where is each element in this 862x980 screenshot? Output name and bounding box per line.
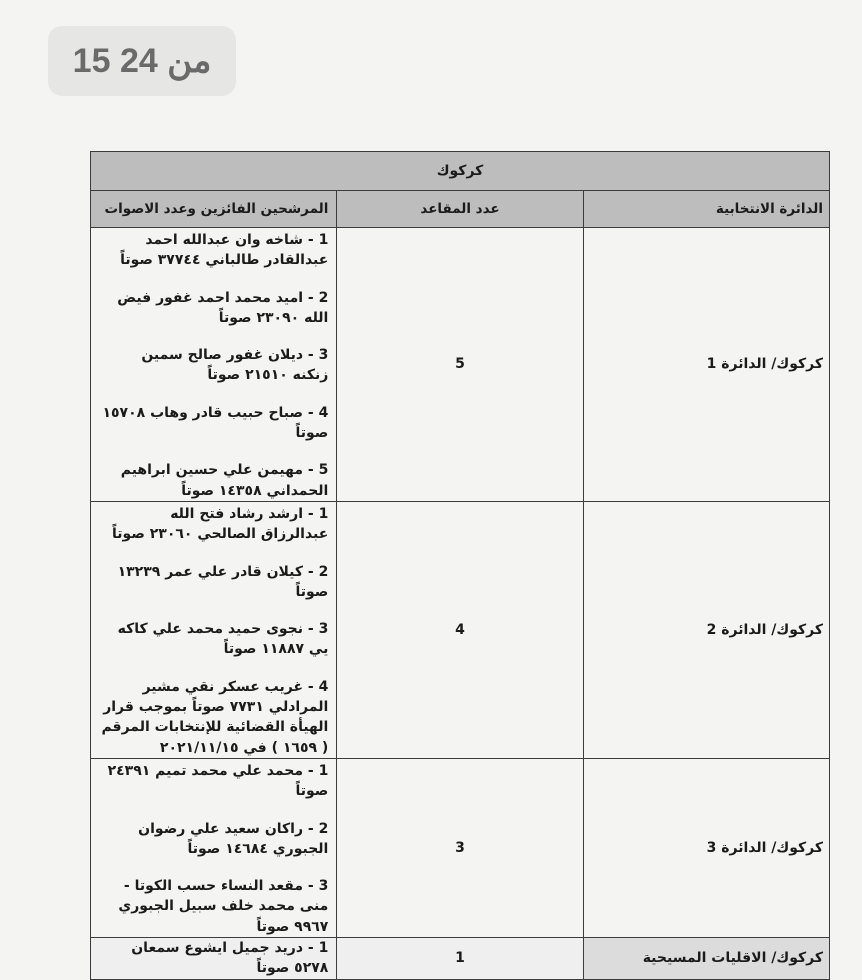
district-cell: كركوك/ الاقليات المسيحية: [583, 938, 829, 980]
winners-cell: [91, 228, 337, 502]
page-counter-badge: 15 من 24: [48, 26, 236, 96]
winners-cell: [91, 758, 337, 937]
district-cell: كركوك/ الدائرة 2: [583, 501, 829, 758]
seats-cell: 4: [337, 501, 583, 758]
seats-cell: 3: [337, 758, 583, 937]
seats-cell: 1: [337, 938, 583, 980]
header-winners: المرشحين الفائزين وعدد الاصوات: [91, 191, 337, 228]
winner-entry: 4 - غريب عسكر نقي مشير المرادلي ٧٧٣١ صوتاً بموجب قرار الهيأة القضائية للإنتخابات المرقم ( ١٦٥٩ ) في ٢٠٢١/١١/١٥: [101, 678, 329, 756]
table-row: [91, 758, 830, 937]
table-row: [91, 501, 830, 758]
winner-entry: 3 - ديلان غفور صالح سمين زنكنه ٢١٥١٠ صوتاً: [141, 347, 329, 384]
seats-cell: 5: [337, 228, 583, 502]
winner-entry: 2 - راكان سعيد علي رضوان الجبوري ١٤٦٨٤ صوتاً: [138, 820, 329, 857]
winner-entry: 3 - نجوى حميد محمد علي كاكه يي ١١٨٨٧ صوتاً: [117, 621, 329, 658]
winner-entry: 1 - محمد علي محمد تميم ٢٤٣٩١ صوتاً: [107, 762, 329, 800]
winner-entry: 4 - صباح حبيب قادر وهاب ١٥٧٠٨ صوتاً: [102, 404, 329, 442]
winner-entry: 2 - اميد محمد احمد غفور فيض الله ٢٣٠٩٠ صوتاً: [117, 289, 329, 326]
winner-entry: 2 - كيلان قادر علي عمر ١٣٢٣٩ صوتاً: [117, 563, 329, 600]
winner-entry: 1 - ارشد رشاد فتح الله عبدالرزاق الصالحي ٢٣٠٦٠ صوتاً: [112, 505, 329, 543]
winner-entry: 1 - شاخه وان عبدالله احمد عبدالقادر طالباني ٣٧٧٤٤ صوتاً: [120, 232, 329, 269]
header-seats: عدد المقاعد: [337, 191, 583, 228]
district-cell: كركوك/ الدائرة 3: [583, 758, 829, 937]
table-row: [91, 228, 830, 502]
winner-entry: 3 - مقعد النساء حسب الكوتا - منى محمد خلف سبيل الجبوري ٩٩٦٧ صوتاً: [118, 878, 329, 935]
table-row: [91, 938, 830, 980]
winners-cell: [91, 501, 337, 758]
table-title: كركوك: [91, 152, 830, 191]
winner-entry: 1 - دريد جميل ايشوع سمعان ٥٢٧٨ صوتاً: [131, 940, 329, 977]
district-cell: كركوك/ الدائرة 1: [583, 228, 829, 502]
winner-entry: 5 - مهيمن علي حسين ابراهيم الحمداني ١٤٣٥٨ صوتاً: [120, 462, 329, 499]
winners-cell: [91, 938, 337, 980]
election-results-table: [90, 151, 830, 980]
header-district: الدائرة الانتخابية: [583, 191, 829, 228]
